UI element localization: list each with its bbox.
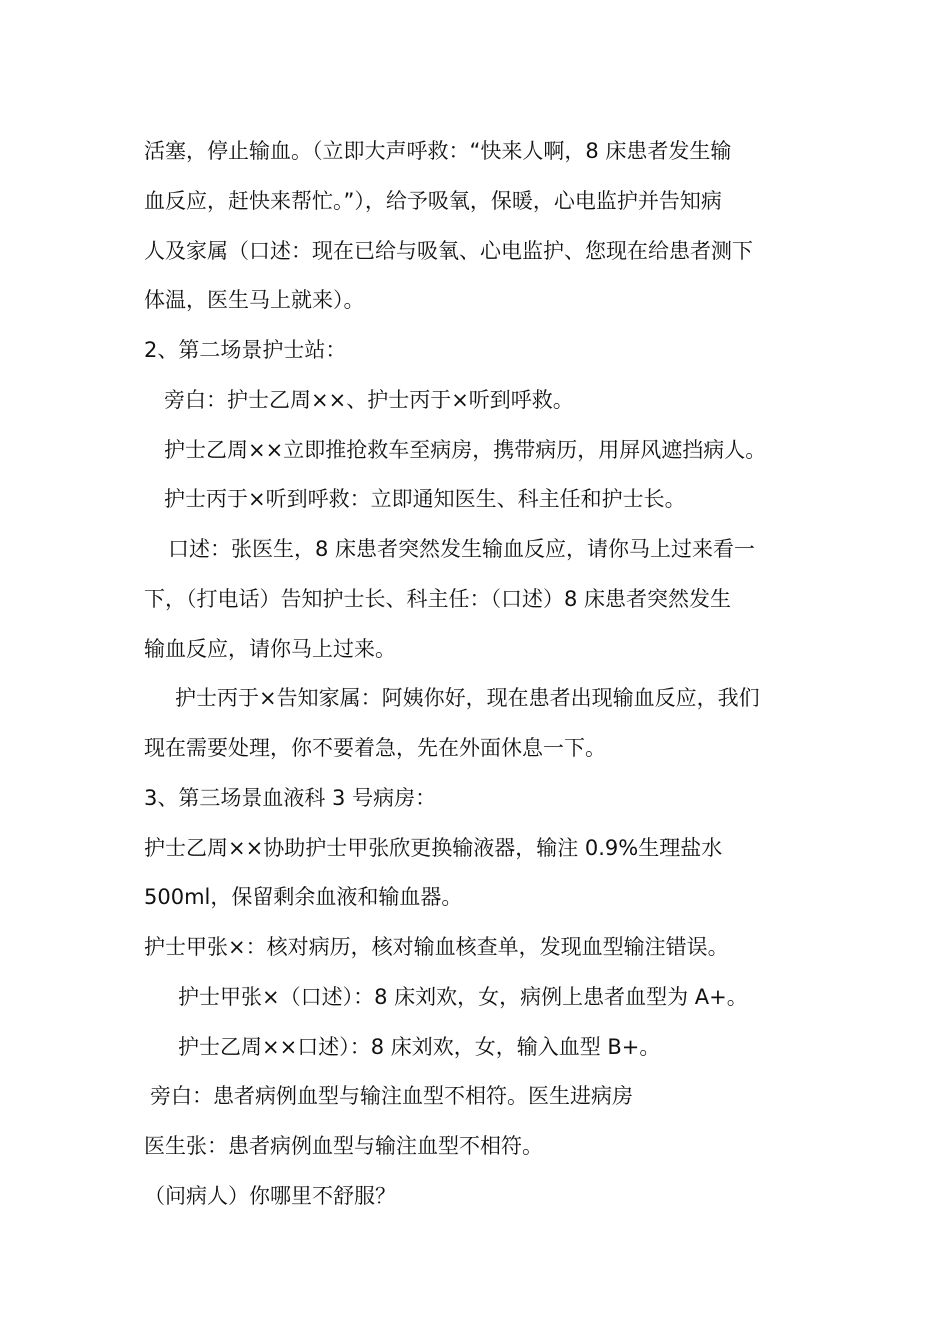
text-line: 体温，医生马上就来）。	[144, 288, 365, 312]
text-line: 人及家属（口述：现在已给与吸氧、心电监护、您现在给患者测下	[144, 239, 753, 263]
text-line: 护士乙周××立即推抢救车至病房，携带病历，用屏风遮挡病人。	[164, 438, 767, 462]
text-line: 下，（打电话）告知护士长、科主任：（口述）8 床患者突然发生	[144, 587, 732, 611]
text-line: 医生张：患者病例血型与输注血型不相符。	[144, 1134, 543, 1158]
text-line: （问病人）你哪里不舒服？	[144, 1184, 396, 1208]
text-line: 护士丙于×听到呼救：立即通知医生、科主任和护士长。	[164, 487, 686, 511]
text-line: 血反应，赶快来帮忙。”），给予吸氧，保暖，心电监护并告知病	[144, 189, 722, 213]
text-line: 活塞，停止输血。（立即大声呼救：“快来人啊，8 床患者发生输	[144, 139, 732, 163]
text-line: 现在需要处理，你不要着急，先在外面休息一下。	[144, 736, 606, 760]
section-heading: 3、第三场景血液科 3 号病房：	[144, 786, 437, 810]
text-line: 旁白：护士乙周××、护士丙于×听到呼救。	[164, 388, 574, 412]
text-line: 口述：张医生，8 床患者突然发生输血反应，请你马上过来看一	[168, 537, 756, 561]
text-line: 输血反应，请你马上过来。	[144, 637, 396, 661]
text-line: 旁白：患者病例血型与输注血型不相符。医生进病房	[150, 1084, 633, 1108]
text-line: 500ml，保留剩余血液和输血器。	[144, 885, 463, 909]
text-line: 护士甲张×（口述）：8 床刘欢，女，病例上患者血型为 A+。	[178, 985, 748, 1009]
section-heading: 2、第二场景护士站：	[144, 338, 347, 362]
text-line: 护士甲张×：核对病历，核对输血核查单，发现血型输注错误。	[144, 935, 729, 959]
text-line: 护士乙周××口述）：8 床刘欢，女，输入血型 B+。	[178, 1035, 661, 1059]
text-line: 护士丙于×告知家属：阿姨你好，现在患者出现输血反应，我们	[175, 686, 760, 710]
text-line: 护士乙周××协助护士甲张欣更换输液器，输注 0.9%生理盐水	[144, 836, 723, 860]
